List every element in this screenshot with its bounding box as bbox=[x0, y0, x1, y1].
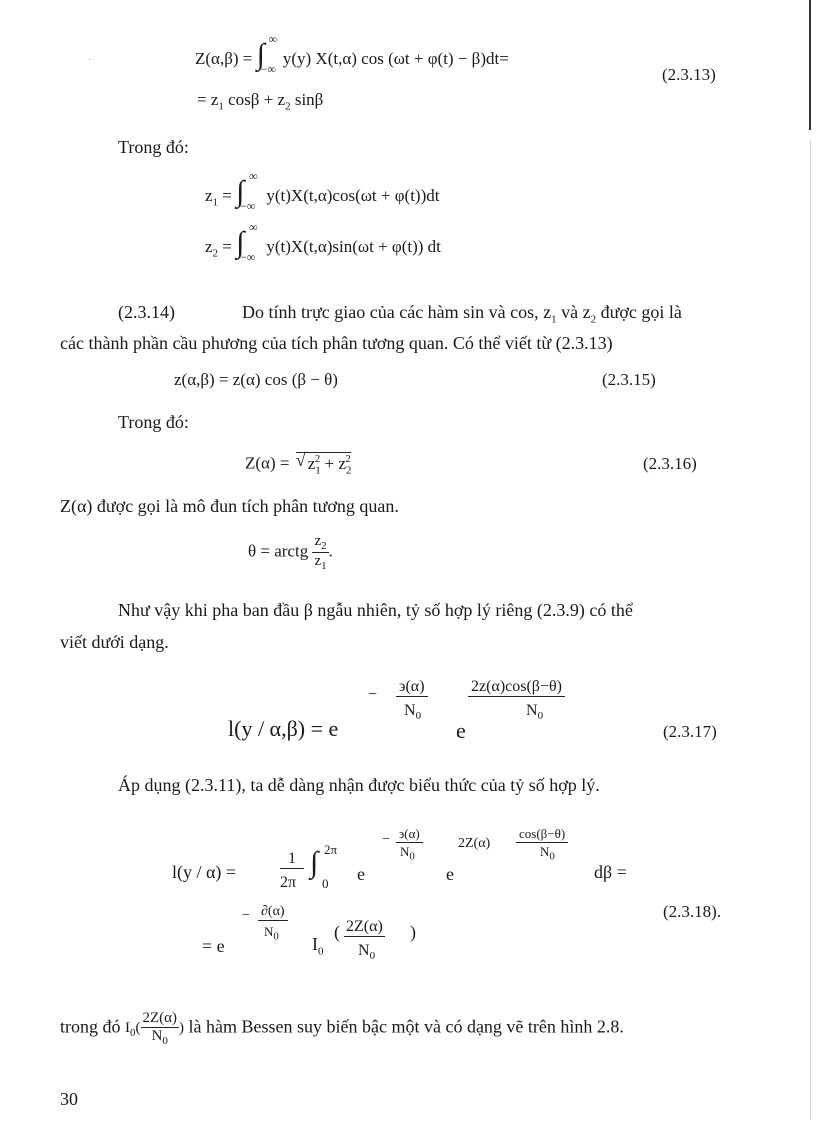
z1-definition: $z_1$ = ∫ ∞ −∞ y(t)X(t,α)cos(ωt + φ(t))dt bbox=[205, 169, 440, 213]
where-label-2: Trong đó: bbox=[118, 412, 189, 432]
integral-sign: ∫ bbox=[310, 846, 319, 879]
modulus-sentence: Z(α) được gọi là mô đun tích phân tương quan. bbox=[60, 496, 399, 516]
scan-dot: · bbox=[88, 55, 92, 66]
eq-2-3-18: l(y / α) = 1 2π ∫ 2π 0 − ϶(α) $N_0$ e e 2Z(α) cos(β−θ) $N_0$ dβ = − ∂(α) $N_0$ = e $I_0$ ( 2Z(α) $N_0$ ) bbox=[172, 826, 627, 963]
eq-2-3-17: − ϶(α) $N_0$ 2z(α)cos(β−θ) $N_0$ l(y / α,β) = e e bbox=[228, 672, 648, 752]
where-label-1: Trong đó: bbox=[118, 137, 189, 157]
page-edge-line-faint bbox=[810, 140, 811, 1120]
random-phase-line1: Như vậy khi pha ban đầu β ngẫu nhiên, tỷ số hợp lý riêng (2.3.9) có thể bbox=[118, 600, 633, 620]
eq-2-3-18-number: (2.3.18). bbox=[663, 902, 722, 921]
eq-2-3-16: Z(α) = √ $z_1^2 + z_2^2$ bbox=[245, 450, 352, 477]
eq-2-3-15-number: (2.3.15) bbox=[602, 370, 656, 389]
theta-definition: θ = arctg $\frac{z_2}{z_1}$ . bbox=[248, 533, 333, 572]
final-sentence: trong đó $I_0$( $\frac{2Z(\alpha)}{N_0}$ ) là hàm Bessen suy biến bậc một và có dạng vẽ trên hình 2.8. bbox=[60, 1010, 624, 1047]
z2-definition: $z_2$ = ∫ ∞ −∞ y(t)X(t,α)sin(ωt + φ(t)) dt bbox=[205, 220, 441, 264]
eq-2-3-16-number: (2.3.16) bbox=[643, 454, 697, 473]
integral-sign: ∫ bbox=[236, 226, 245, 259]
random-phase-line2: viết dưới dạng. bbox=[60, 632, 169, 652]
integral-sign: ∫ bbox=[256, 38, 265, 71]
eq-2-3-14-number: (2.3.14) bbox=[118, 302, 175, 322]
eq-2-3-13-line2: = $z_1$ $\cos\beta + z_2$ sinβ bbox=[197, 90, 324, 113]
page-edge-line bbox=[809, 0, 811, 130]
apply-sentence: Áp dụng (2.3.11), ta dễ dàng nhận được biểu thức của tỷ số hợp lý. bbox=[118, 775, 600, 795]
integral-sign: ∫ bbox=[236, 175, 245, 208]
page-number: 30 bbox=[60, 1089, 78, 1109]
eq-2-3-15: z(α,β) = z(α) cos (β − θ) bbox=[174, 370, 338, 389]
eq-2-3-17-number: (2.3.17) bbox=[663, 722, 717, 741]
para-2-3-14-line2: các thành phần cầu phương của tích phân tương quan. Có thể viết từ (2.3.13) bbox=[60, 333, 613, 353]
eq-2-3-13-line1: Z(α,β) = ∫ ∞ −∞ y(y) X(t,α) cos (ωt + φ(t) − β)dt= bbox=[195, 32, 509, 76]
eq-2-3-13-number: (2.3.13) bbox=[662, 65, 716, 84]
para-2-3-14-line1: Do tính trực giao của các hàm sin và cos, $z_1$ và $z_2$ được gọi là bbox=[242, 302, 682, 326]
